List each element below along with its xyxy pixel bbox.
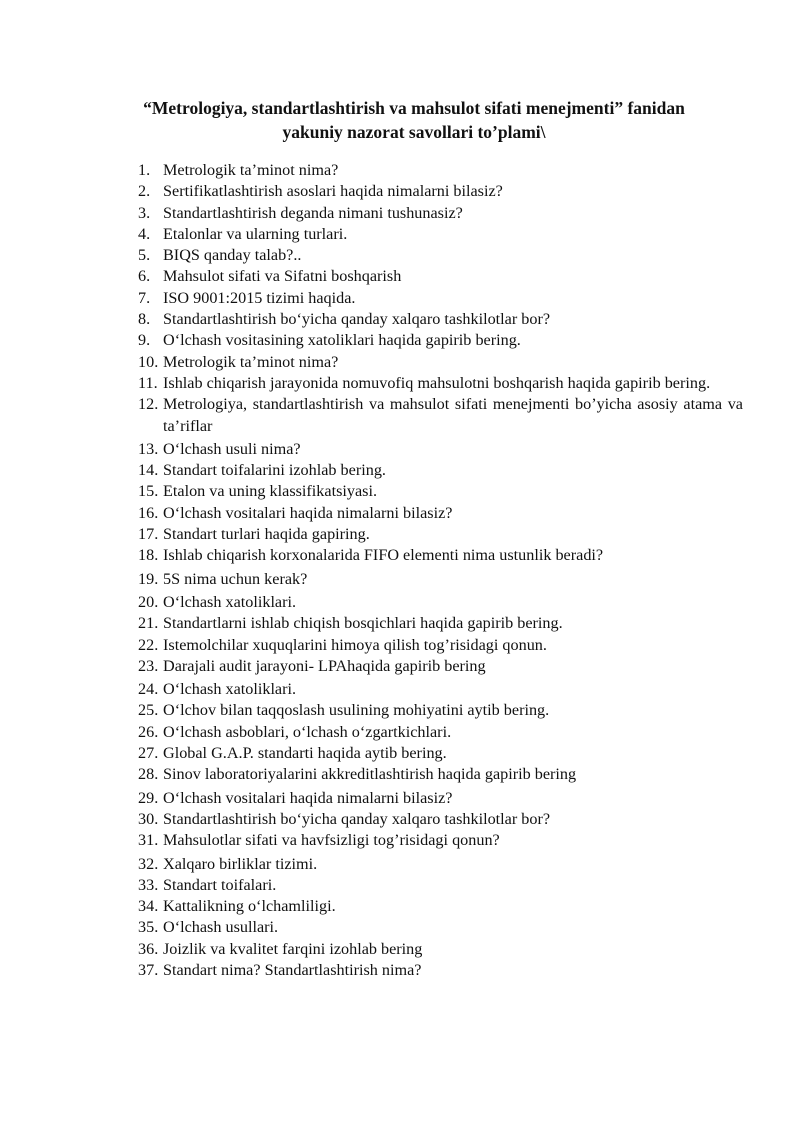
question-number: 6.: [138, 267, 151, 286]
question-text: Standartlashtirish bo‘yicha qanday xalqaro tashkilotlar bor?: [163, 809, 551, 828]
question-text: Ishlab chiqarish jarayonida nomuvofiq mahsulotni boshqarish haqida gapirib bering.: [163, 373, 711, 392]
question-number: 27.: [138, 744, 159, 763]
question-item: [138, 635, 743, 656]
question-number: 10.: [138, 352, 159, 371]
question-number: 16.: [138, 503, 159, 522]
question-number: 33.: [138, 875, 159, 894]
question-item: [138, 373, 743, 394]
question-number: 30.: [138, 809, 159, 828]
question-number: 18.: [138, 546, 159, 565]
question-text: Istemolchilar xuquqlarini himoya qilish tog’risidagi qonun.: [163, 635, 547, 654]
question-number: 1.: [138, 161, 151, 179]
question-text: Etalonlar va ularning turlari.: [163, 224, 348, 243]
question-item: [138, 743, 743, 764]
question-item: [138, 203, 743, 224]
question-number: 31.: [138, 831, 159, 850]
question-item: [138, 439, 743, 460]
question-item: [138, 394, 743, 437]
question-item: [138, 764, 743, 785]
question-item: [138, 896, 743, 917]
questions-list: [138, 160, 743, 981]
question-number: 23.: [138, 656, 159, 675]
question-text: Sinov laboratoriyalarini akkreditlashtirish haqida gapirib bering: [163, 765, 577, 784]
question-text: Standartlashtirish bo‘yicha qanday xalqaro tashkilotlar bor?: [163, 310, 551, 329]
question-item: [138, 788, 743, 809]
question-number: 29.: [138, 788, 159, 807]
question-item: [138, 481, 743, 502]
question-item: [138, 266, 743, 287]
question-number: 36.: [138, 939, 159, 958]
question-number: 34.: [138, 897, 159, 916]
question-number: 20.: [138, 592, 159, 611]
question-text: Kattalikning o‘lchamliligi.: [163, 897, 336, 916]
question-text: ISO 9001:2015 tizimi haqida.: [163, 288, 356, 307]
question-item: [138, 160, 743, 181]
question-text: O‘lchov bilan taqqoslash usulining mohiyatini aytib bering.: [163, 701, 550, 720]
question-number: 13.: [138, 439, 159, 458]
question-item: [138, 875, 743, 896]
question-item: [138, 854, 743, 875]
question-text: Standart nima? Standartlashtirish nima?: [163, 960, 422, 979]
question-text: Metrologik ta’minot nima?: [163, 161, 339, 179]
question-text: Mahsulotlar sifati va havfsizligi tog’risidagi qonun?: [163, 831, 500, 850]
question-text: Standart toifalarini izohlab bering.: [163, 461, 386, 480]
question-text: Metrologiya, standartlashtirish va mahsulot sifati menejmenti bo’yicha asosiy atama va ta’riflar: [163, 395, 743, 435]
question-item: [138, 939, 743, 960]
question-item: [138, 917, 743, 938]
question-text: O‘lchash xatoliklari.: [163, 680, 297, 699]
question-number: 26.: [138, 722, 159, 741]
question-item: [138, 592, 743, 613]
question-text: O‘lchash vositalari haqida nimalarni bilasiz?: [163, 788, 453, 807]
question-number: 15.: [138, 482, 159, 501]
question-number: 3.: [138, 203, 151, 222]
question-number: 11.: [138, 373, 158, 392]
question-text: Xalqaro birliklar tizimi.: [163, 854, 318, 873]
question-number: 28.: [138, 765, 159, 784]
question-item: [138, 309, 743, 330]
question-number: 17.: [138, 525, 159, 544]
question-number: 5.: [138, 246, 151, 265]
question-number: 25.: [138, 701, 159, 720]
question-item: [138, 656, 743, 677]
question-item: [138, 330, 743, 351]
question-number: 32.: [138, 854, 159, 873]
question-item: [138, 245, 743, 266]
question-number: 21.: [138, 614, 159, 633]
question-number: 22.: [138, 635, 159, 654]
question-text: Sertifikatlashtirish asoslari haqida nimalarni bilasiz?: [163, 182, 503, 201]
question-item: [138, 569, 743, 590]
question-text: O‘lchash usuli nima?: [163, 439, 301, 458]
question-text: Standartlashtirish deganda nimani tushunasiz?: [163, 203, 463, 222]
question-text: Darajali audit jarayoni- LPAhaqida gapirib bering: [163, 656, 486, 675]
question-text: Global G.A.P. standarti haqida aytib bering.: [163, 744, 447, 763]
question-text: O‘lchash vositasining xatoliklari haqida gapirib bering.: [163, 331, 521, 350]
question-item: [138, 545, 743, 566]
question-text: BIQS qanday talab?..: [163, 246, 302, 265]
title-line-1: “Metrologiya, standartlashtirish va mahsulot sifati menejmenti” fanidan: [143, 98, 685, 118]
question-number: 12.: [138, 395, 159, 414]
question-number: 9.: [138, 331, 151, 350]
question-item: [138, 181, 743, 202]
question-number: 7.: [138, 288, 151, 307]
question-text: Ishlab chiqarish korxonalarida FIFO elementi nima ustunlik beradi?: [163, 546, 604, 565]
question-item: [138, 503, 743, 524]
question-number: 37.: [138, 960, 159, 979]
question-number: 4.: [138, 224, 151, 243]
question-item: [138, 722, 743, 743]
question-text: Standart toifalari.: [163, 875, 277, 894]
question-number: 24.: [138, 680, 159, 699]
question-number: 35.: [138, 918, 159, 937]
question-item: [138, 352, 743, 373]
question-text: Etalon va uning klassifikatsiyasi.: [163, 482, 378, 501]
question-number: 19.: [138, 569, 159, 588]
question-text: Joizlik va kvalitet farqini izohlab bering: [163, 939, 423, 958]
question-number: 8.: [138, 310, 151, 329]
document-title: [100, 96, 728, 144]
question-item: [138, 830, 743, 851]
question-text: O‘lchash vositalari haqida nimalarni bilasiz?: [163, 503, 453, 522]
title-line-2: yakuniy nazorat savollari to’plami\: [282, 122, 546, 142]
question-number: 2.: [138, 182, 151, 201]
question-item: [138, 809, 743, 830]
question-text: O‘lchash asboblari, o‘lchash o‘zgartkichlari.: [163, 722, 452, 741]
question-item: [138, 288, 743, 309]
question-item: [138, 460, 743, 481]
question-text: O‘lchash usullari.: [163, 918, 279, 937]
question-item: [138, 960, 743, 981]
question-item: [138, 613, 743, 634]
question-item: [138, 700, 743, 721]
question-number: 14.: [138, 461, 159, 480]
question-text: Standartlarni ishlab chiqish bosqichlari haqida gapirib bering.: [163, 614, 563, 633]
question-text: Mahsulot sifati va Sifatni boshqarish: [163, 267, 402, 286]
question-text: 5S nima uchun kerak?: [163, 569, 308, 588]
question-text: O‘lchash xatoliklari.: [163, 592, 297, 611]
question-text: Metrologik ta’minot nima?: [163, 352, 339, 371]
question-item: [138, 224, 743, 245]
question-item: [138, 524, 743, 545]
question-item: [138, 679, 743, 700]
question-text: Standart turlari haqida gapiring.: [163, 525, 370, 544]
